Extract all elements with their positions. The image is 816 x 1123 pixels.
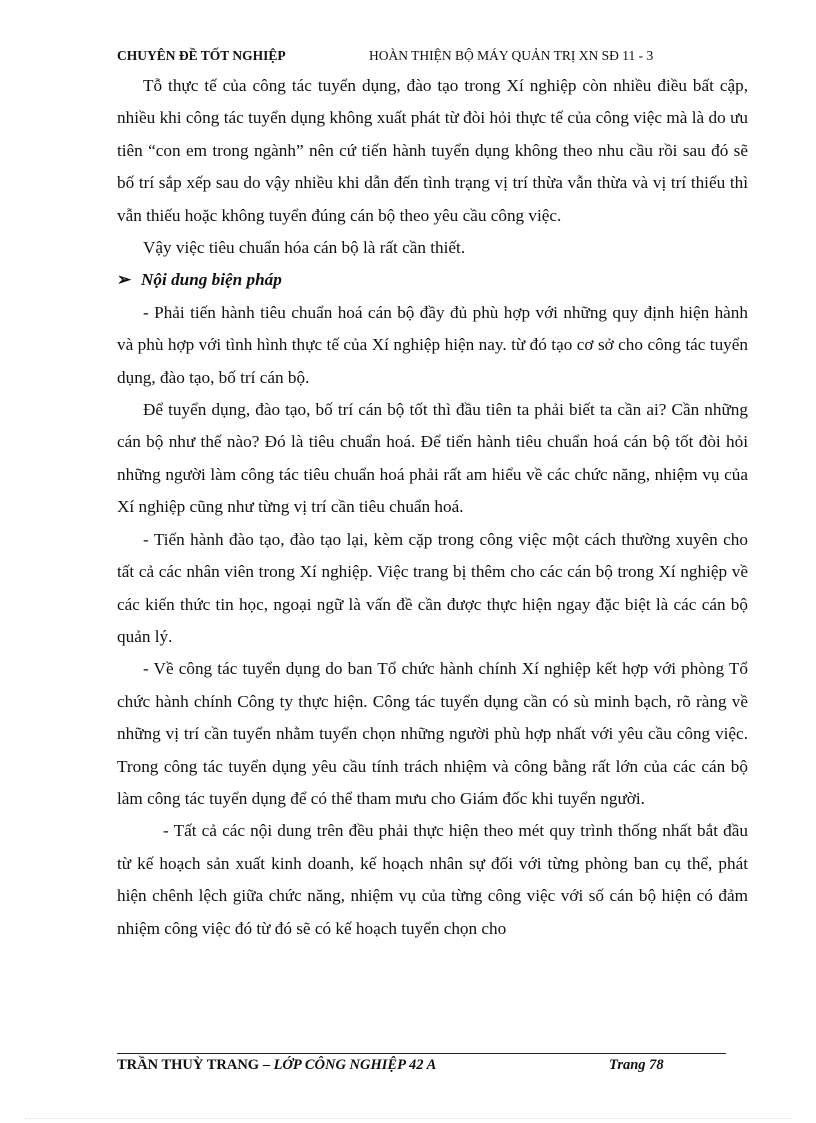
- header-left-title: CHUYÊN ĐỀ TỐT NGHIỆP: [117, 48, 286, 63]
- footer-page-number: Trang 78: [609, 1057, 664, 1073]
- footer-author: [117, 1057, 436, 1074]
- paragraph-who-we-need: Để tuyển dụng, đào tạo, bố trí cán bộ tốt thì đầu tiên ta phải biết ta cần ai? Cần những cán bộ như thế nào? Đó là tiêu chuẩn hoá. Để tiến hành tiêu chuẩn hoá cán bộ tốt đòi hỏi những người làm công tác tiêu chuẩn hoá phải rất am hiểu về các chức năng, nhiệm vụ của Xí nghiệp cũng như từng vị trí cần tiêu chuẩn hoá.: [117, 400, 748, 517]
- footer-divider: [117, 1053, 726, 1054]
- header-right-title: HOÀN THIỆN BỘ MÁY QUẢN TRỊ XN SĐ 11 - 3: [369, 48, 654, 63]
- footer-author-name: TRẦN THUỲ TRANG –: [117, 1057, 274, 1073]
- paragraph-standardize-staff: - Phải tiến hành tiêu chuẩn hoá cán bộ đầy đủ phù hợp với những quy định hiện hành và phù hợp với tình hình thực tế của Xí nghiệp hiện nay. từ đó tạo cơ sở cho công tác tuyển dụng, đào tạo, bố trí cán bộ.: [117, 302, 748, 387]
- paragraph-recruitment-process: - Về công tác tuyển dụng do ban Tổ chức hành chính Xí nghiệp kết hợp với phòng Tổ chức hành chính Công ty thực hiện. Công tác tuyển dụng cần có sù minh bạch, rõ ràng về những vị trí cần tuyển nhằm tuyển chọn những người phù hợp nhất với yêu cầu công việc. Trong công tác tuyển dụng yêu cầu tính trách nhiệm và công bằng rất lớn của các cán bộ làm công tác tuyển dụng để có thể tham mưu cho Giám đốc khi tuyển người.: [117, 659, 748, 808]
- document-body: [117, 70, 748, 945]
- paragraph-recruitment-reality: Tỗ thực tế của công tác tuyển dụng, đào tạo trong Xí nghiệp còn nhiều điều bất cập, nhiều khi công tác tuyển dụng không xuất phát từ đòi hỏi thực tế của công việc mà là do ưu tiên “con em trong ngành” nên cứ tiến hành tuyển dụng không theo nhu cầu rồi sau đó sẽ bố trí sắp xếp sau do vậy nhiều khi dẫn đến tình trạng vị trí thừa vẫn thừa và vị trí thiếu thì vẫn thiếu hoặc không tuyển đúng cán bộ theo yêu cầu công việc.: [117, 76, 748, 225]
- page-footer: [117, 1057, 726, 1077]
- arrow-bullet-icon: ➢: [117, 270, 132, 290]
- footer-class: LỚP CÔNG NGHIỆP 42 A: [273, 1057, 437, 1073]
- section-heading: [117, 264, 748, 296]
- paragraph-standardization-needed: Vậy việc tiêu chuẩn hóa cán bộ là rất cần thiết.: [143, 238, 466, 258]
- section-heading-text: Nội dung biện pháp: [141, 270, 282, 290]
- paragraph-training: - Tiến hành đào tạo, đào tạo lại, kèm cặp trong công việc một cách thường xuyên cho tất cả các nhân viên trong Xí nghiệp. Việc trang bị thêm cho các cán bộ trong Xí nghiệp về các kiến thức tin học, ngoại ngữ là vấn đề cần được thực hiện ngay đặc biệt là các cán bộ quản lý.: [117, 529, 748, 646]
- page-bottom-border: [25, 1118, 791, 1119]
- page-header: [117, 48, 717, 68]
- paragraph-unified-procedure: - Tất cả các nội dung trên đều phải thực hiện theo mét quy trình thống nhất bắt đầu từ kế hoạch sản xuất kinh doanh, kế hoạch nhân sự đối với từng phòng ban cụ thể, phát hiện chênh lệch giữa chức năng, nhiệm vụ của từng công việc với số cán bộ hiện có đảm nhiệm công việc đó từ đó sẽ có kế hoạch tuyển chọn cho: [117, 821, 748, 938]
